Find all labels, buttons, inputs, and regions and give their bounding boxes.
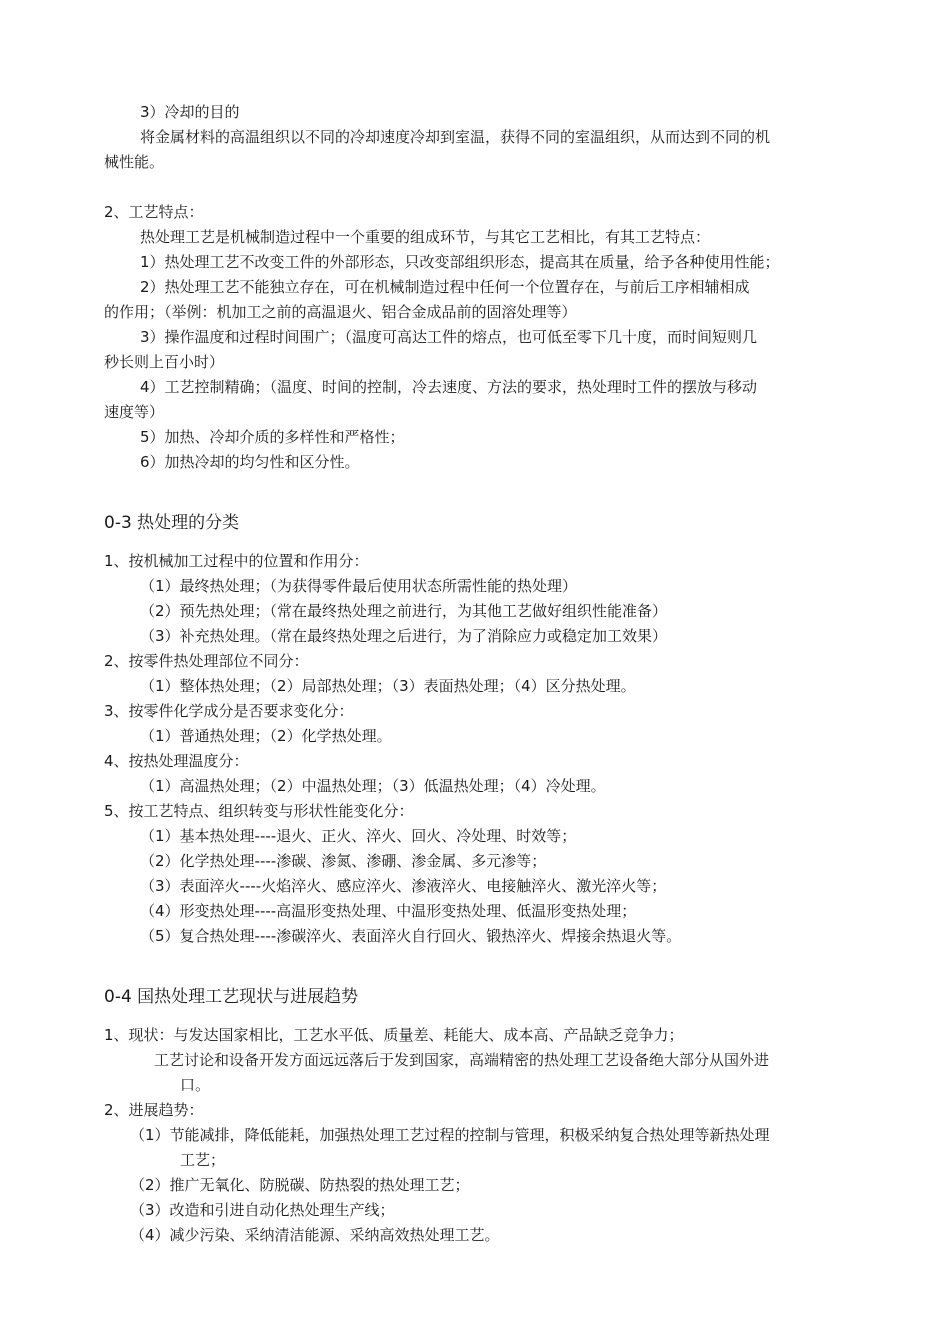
feature-4-line2: 速度等） xyxy=(104,403,165,421)
trend-3: （3）改造和引进自动化热处理生产线； xyxy=(130,1201,395,1219)
feature-4-line1: 4）工艺控制精确；（温度、时间的控制，冷去速度、方法的要求，热处理时工件的摆放与移动 xyxy=(140,378,758,396)
class-4-heading: 4、按热处理温度分： xyxy=(104,752,249,770)
process-features-heading: 2、工艺特点： xyxy=(104,203,204,221)
class-5-item-a: （1）基本热处理----退火、正火、淬火、回火、冷处理、时效等； xyxy=(140,827,577,845)
class-5-item-e: （5）复合热处理----渗碳淬火、表面淬火自行回火、锻热淬火、焊接余热退火等。 xyxy=(140,927,682,945)
feature-2-line2: 的作用；（举例：机加工之前的高温退火、铝合金成品前的固溶处理等） xyxy=(104,303,577,321)
class-1-item-b: （2）预先热处理；（常在最终热处理之前进行，为其他工艺做好组织性能准备） xyxy=(140,602,668,620)
class-4-items: （1）高温热处理；（2）中温热处理；（3）低温热处理；（4）冷处理。 xyxy=(140,777,606,795)
class-5-item-c: （3）表面淬火----火焰淬火、感应淬火、渗液淬火、电接触淬火、激光淬火等； xyxy=(140,877,667,895)
feature-3-line2: 秒长则上百小时） xyxy=(104,353,225,371)
class-5-item-d: （4）形变热处理----高温形变热处理、中温形变热处理、低温形变热处理； xyxy=(140,902,637,920)
status-heading: 1、现状：与发达国家相比，工艺水平低、质量差、耗能大、成本高、产品缺乏竞争力； xyxy=(104,1026,684,1044)
trend-4: （4）减少污染、采纳清洁能源、采纳高效热处理工艺。 xyxy=(130,1226,500,1244)
class-3-heading: 3、按零件化学成分是否要求变化分： xyxy=(104,702,354,720)
class-5-heading: 5、按工艺特点、组织转变与形状性能变化分： xyxy=(104,802,414,820)
status-text-line2: 口。 xyxy=(180,1076,211,1094)
cooling-purpose-title: 3）冷却的目的 xyxy=(140,103,240,121)
section-0-4-title: 0-4 国热处理工艺现状与进展趋势 xyxy=(104,987,359,1007)
cooling-purpose-text-line2: 械性能。 xyxy=(104,153,165,171)
cooling-purpose-text-line1: 将金属材料的高温组织以不同的冷却速度冷却到室温，获得不同的室温组织，从而达到不同的机 xyxy=(140,128,771,146)
trend-2: （2）推广无氧化、防脱碳、防热裂的热处理工艺； xyxy=(130,1176,470,1194)
trend-heading: 2、进展趋势： xyxy=(104,1101,204,1119)
feature-2-line1: 2）热处理工艺不能独立存在，可在机械制造过程中任何一个位置存在，与前后工序相辅相成 xyxy=(140,278,750,296)
feature-3-line1: 3）操作温度和过程时间围广；（温度可高达工件的熔点，也可低至零下几十度，而时间短则几 xyxy=(140,328,758,346)
class-5-item-b: （2）化学热处理----渗碳、渗氮、渗硼、渗金属、多元渗等； xyxy=(140,852,547,870)
class-3-items: （1）普通热处理；（2）化学热处理。 xyxy=(140,727,392,745)
class-2-heading: 2、按零件热处理部位不同分： xyxy=(104,652,309,670)
feature-1: 1）热处理工艺不改变工件的外部形态，只改变部组织形态，提高其在质量，给予各种使用性能； xyxy=(140,253,780,271)
class-1-item-c: （3）补充热处理。（常在最终热处理之后进行，为了消除应力或稳定加工效果） xyxy=(140,627,668,645)
class-1-item-a: （1）最终热处理；（为获得零件最后使用状态所需性能的热处理） xyxy=(140,577,578,595)
status-text-line1: 工艺讨论和设备开发方面远远落后于发到国家，高端精密的热处理工艺设备绝大部分从国外进 xyxy=(154,1051,770,1069)
class-1-heading: 1、按机械加工过程中的位置和作用分： xyxy=(104,552,369,570)
feature-6: 6）加热冷却的均匀性和区分性。 xyxy=(140,453,360,471)
trend-1-line2: 工艺； xyxy=(180,1151,226,1169)
section-0-3-title: 0-3 热处理的分类 xyxy=(104,513,240,533)
trend-1-line1: （1）节能减排，降低能耗，加强热处理工艺过程的控制与管理，积极采纳复合热处理等新热处理 xyxy=(130,1126,770,1144)
class-2-items: （1）整体热处理；（2）局部热处理；（3）表面热处理；（4）区分热处理。 xyxy=(140,677,636,695)
feature-5: 5）加热、冷却介质的多样性和严格性； xyxy=(140,428,405,446)
process-features-intro: 热处理工艺是机械制造过程中一个重要的组成环节，与其它工艺相比，有其工艺特点： xyxy=(140,228,711,246)
